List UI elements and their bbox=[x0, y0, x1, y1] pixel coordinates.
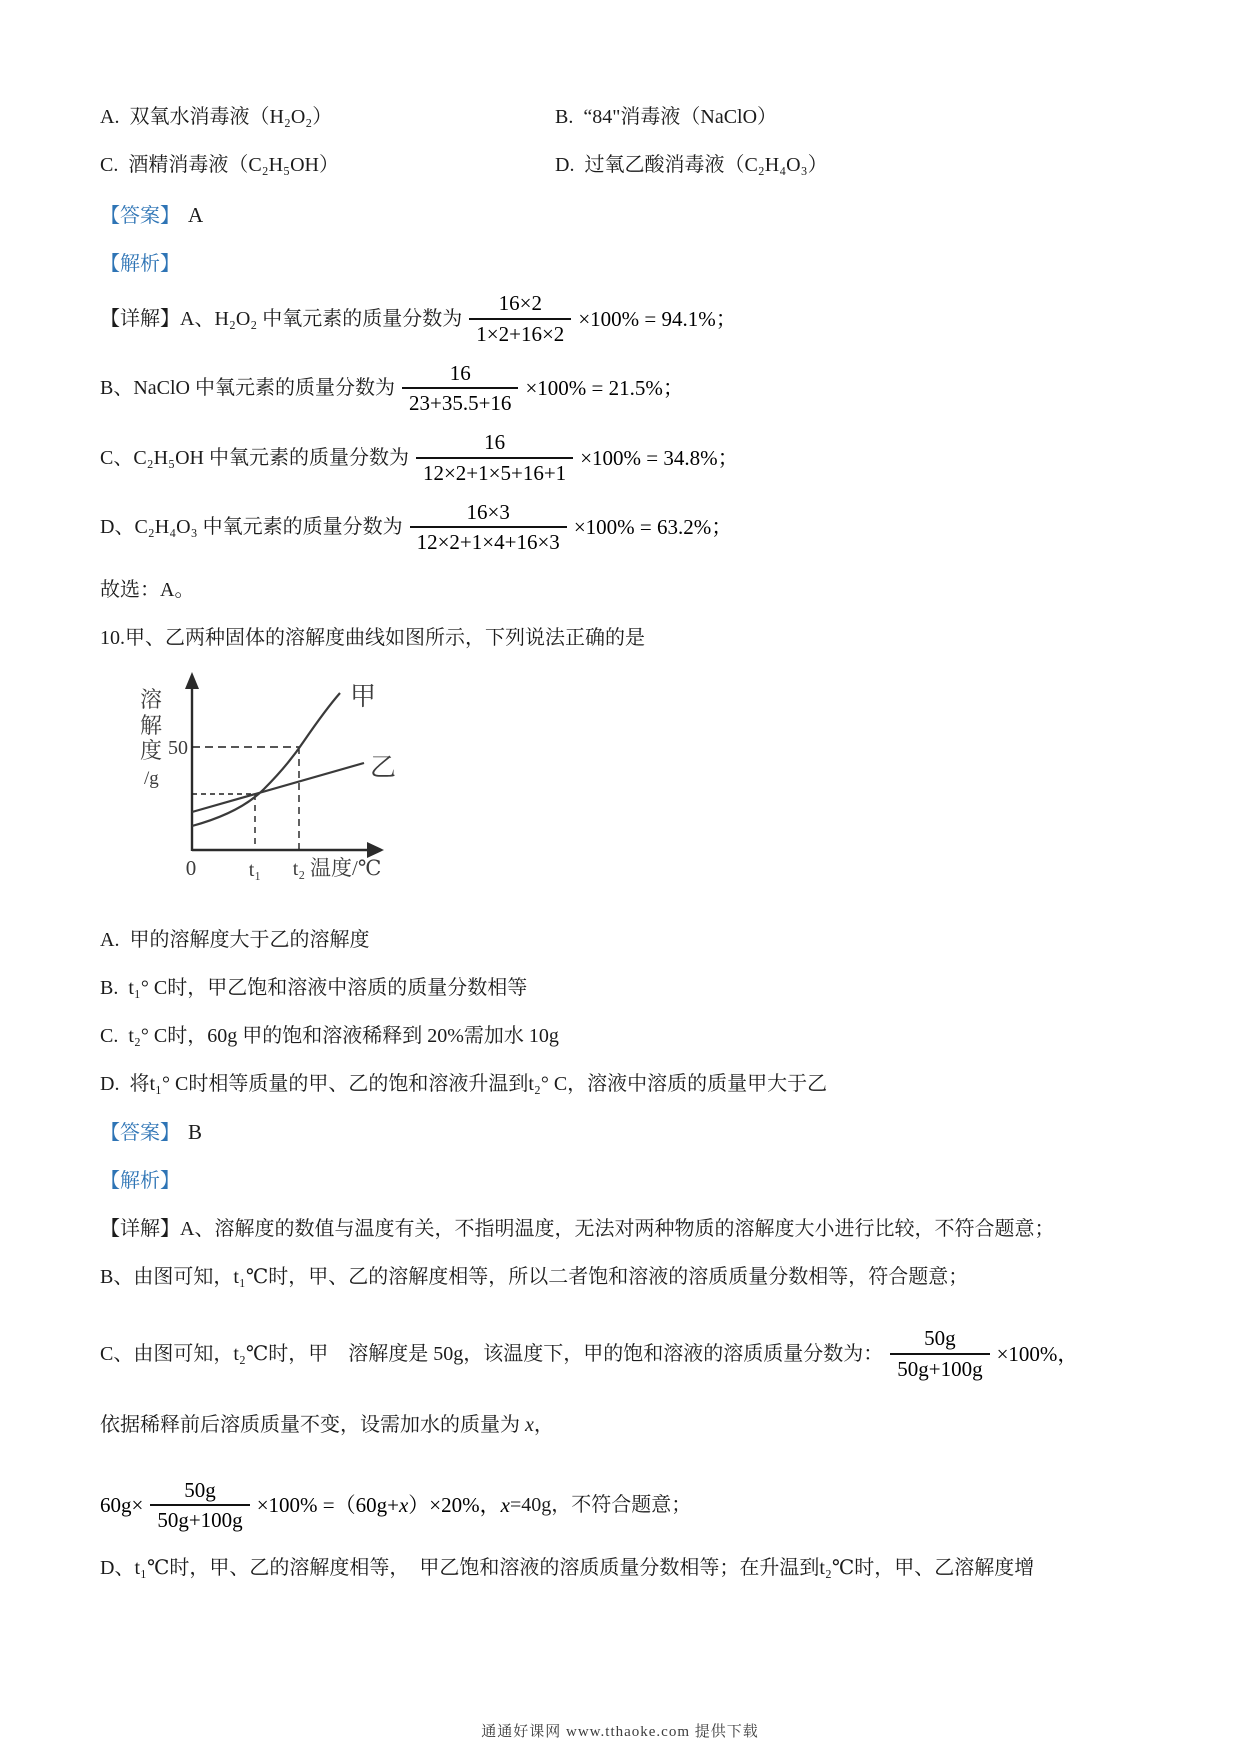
equation-segment: =40g，不符合题意； bbox=[509, 1494, 692, 1517]
y-label-unit: /g bbox=[144, 768, 159, 790]
option-label: D. bbox=[100, 1073, 120, 1096]
page-footer: 通通好课网 www.tthaoke.com 提供下载 bbox=[481, 1724, 759, 1740]
answer-value: B bbox=[188, 1120, 203, 1145]
equation-pre: 60g× bbox=[100, 1493, 144, 1518]
prev-detail-formula-b bbox=[100, 361, 1142, 417]
curve-yi bbox=[192, 763, 364, 812]
fraction-numerator: 16×2 bbox=[498, 291, 542, 315]
formula-pre: 【详解】A、H₂O₂ 中氧元素的质量分数为 bbox=[100, 307, 463, 330]
option-text: 甲的溶解度大于乙的溶解度 bbox=[129, 929, 370, 952]
option-text: t₂° C时，60g 甲的饱和溶液稀释到 20%需加水 10g bbox=[128, 1025, 559, 1048]
q10-detail-a: 【详解】A、溶解度的数值与温度有关，不指明温度，无法对两种物质的溶解度大小进行比较，不符合题意； bbox=[100, 1218, 1055, 1241]
q10-option-d bbox=[100, 1071, 1142, 1097]
q10-option-c bbox=[100, 1023, 1142, 1049]
prev-detail-formula-a bbox=[100, 291, 1142, 347]
fraction-numerator: 16 bbox=[484, 430, 506, 455]
equation-segment: ）×20%， bbox=[408, 1493, 501, 1518]
text-segment: ， bbox=[533, 1413, 554, 1436]
y-label-char-1: 溶 bbox=[140, 687, 163, 713]
analysis-label: 【解析】 bbox=[100, 1170, 180, 1193]
prev-detail-formula-d bbox=[100, 500, 1142, 556]
x-axis-label: 温度/℃ bbox=[310, 856, 382, 881]
q10-detail-c2 bbox=[100, 1412, 1142, 1438]
option-label: C. bbox=[100, 1025, 119, 1048]
q10-option-b bbox=[100, 975, 1142, 1001]
fraction-numerator: 50g bbox=[924, 1326, 956, 1351]
option-label: B. bbox=[100, 977, 119, 1000]
q10-detail-c bbox=[100, 1326, 1142, 1382]
solubility-chart bbox=[112, 663, 1142, 897]
analysis-label: 【解析】 bbox=[100, 253, 180, 275]
fraction bbox=[469, 291, 571, 347]
formula-pre: B、NaClO 中氧元素的质量分数为 bbox=[100, 377, 395, 400]
x-tick-t2: t₂ bbox=[292, 858, 306, 881]
prev-options-row-1 bbox=[100, 104, 1142, 130]
answer-value: A bbox=[188, 203, 204, 227]
option-label: B. bbox=[555, 106, 574, 128]
variable-x: x bbox=[500, 1493, 510, 1518]
y-label-char-2: 解 bbox=[140, 713, 163, 739]
prev-option-b bbox=[555, 104, 777, 130]
prev-options-row-2 bbox=[100, 152, 1142, 178]
formula-post: ×100% = 63.2%； bbox=[573, 515, 733, 540]
option-label: A. bbox=[100, 929, 120, 952]
fraction bbox=[416, 430, 573, 486]
answer-label: 【答案】 bbox=[100, 1122, 180, 1145]
fraction-numerator: 50g bbox=[184, 1477, 216, 1502]
option-text: 过氧乙酸消毒液（C₂H₄O₃） bbox=[584, 154, 828, 176]
solubility-chart-svg bbox=[112, 663, 422, 891]
variable-x: x bbox=[398, 1493, 409, 1518]
formula-pre: C、由图可知，t₂℃时，甲 溶解度是 50g，该温度下，甲的饱和溶液的溶质质量分数为： bbox=[100, 1342, 884, 1365]
q10-detail-d: D、t₁℃时，甲、乙的溶解度相等， 甲乙饱和溶液的溶质质量分数相等；在升温到t₂℃时，甲、乙溶解度增 bbox=[100, 1557, 1035, 1580]
fraction-numerator: 16×3 bbox=[466, 499, 510, 524]
prev-analysis-line bbox=[100, 251, 1142, 277]
q10-stem: 10.甲、乙两种固体的溶解度曲线如图所示，下列说法正确的是 bbox=[100, 627, 645, 650]
formula-pre: D、C₂H₄O₃ 中氧元素的质量分数为 bbox=[100, 516, 403, 539]
option-label: C. bbox=[100, 154, 119, 176]
option-text: “84"消毒液（NaClO） bbox=[583, 106, 778, 128]
fraction-denominator: 23+35.5+16 bbox=[402, 387, 518, 416]
fraction bbox=[410, 500, 567, 556]
prev-conclusion: 故选：A。 bbox=[100, 579, 195, 602]
option-text: 双氧水消毒液（H₂O₂） bbox=[129, 106, 333, 128]
option-text: 酒精消毒液（C₂H₅OH） bbox=[128, 154, 339, 176]
option-label: A. bbox=[100, 106, 120, 128]
x-tick-0: 0 bbox=[185, 856, 197, 881]
fraction-denominator: 12×2+1×4+16×3 bbox=[410, 526, 567, 555]
q10-detail-b: B、由图可知，t₁℃时，甲、乙的溶解度相等，所以二者饱和溶液的溶质质量分数相等，符合题意； bbox=[100, 1266, 969, 1289]
fraction-denominator: 1×2+16×2 bbox=[469, 318, 571, 347]
y-label-char-3: 度 bbox=[140, 738, 163, 764]
formula-post: ×100% = 21.5%； bbox=[525, 376, 684, 401]
prev-option-a bbox=[100, 104, 555, 130]
prev-option-c bbox=[100, 152, 555, 178]
prev-detail-formula-c bbox=[100, 430, 1142, 486]
q10-answer-line bbox=[100, 1119, 1142, 1146]
answer-label: 【答案】 bbox=[100, 205, 180, 227]
text-segment: 依据稀释前后溶质质量不变，设需加水的质量为 bbox=[100, 1413, 525, 1436]
q10-option-a bbox=[100, 927, 1142, 953]
option-label: D. bbox=[555, 154, 575, 176]
fraction bbox=[402, 361, 518, 417]
formula-post: ×100% = 34.8%； bbox=[580, 445, 739, 470]
y-tick-50: 50 bbox=[168, 737, 188, 760]
equation-segment: ×100% =（60g+ bbox=[256, 1493, 399, 1518]
fraction-denominator: 50g+100g bbox=[150, 1504, 249, 1533]
curve-jia-label: 甲 bbox=[350, 682, 377, 712]
fraction bbox=[150, 1478, 249, 1534]
y-axis-arrow-icon bbox=[185, 672, 199, 689]
q10-analysis-line bbox=[100, 1168, 1142, 1194]
variable-x: x bbox=[525, 1413, 534, 1436]
option-text: 将t₁° C时相等质量的甲、乙的饱和溶液升温到t₂° C，溶液中溶质的质量甲大于乙 bbox=[129, 1073, 828, 1096]
formula-post: ×100% = 94.1%； bbox=[578, 306, 737, 331]
fraction-denominator: 12×2+1×5+16+1 bbox=[416, 457, 573, 486]
fraction-denominator: 50g+100g bbox=[890, 1353, 989, 1382]
formula-pre: C、C₂H₅OH 中氧元素的质量分数为 bbox=[100, 446, 409, 469]
option-text: t₁° C时，甲乙饱和溶液中溶质的质量分数相等 bbox=[128, 977, 528, 1000]
prev-option-d bbox=[555, 152, 828, 178]
q10-equation bbox=[100, 1478, 1142, 1534]
curve-yi-label: 乙 bbox=[370, 753, 397, 783]
prev-answer-line bbox=[100, 202, 1142, 229]
x-tick-t1: t₁ bbox=[248, 859, 262, 882]
fraction bbox=[890, 1326, 989, 1382]
formula-post: ×100%， bbox=[996, 1341, 1079, 1366]
fraction-numerator: 16 bbox=[449, 360, 471, 385]
